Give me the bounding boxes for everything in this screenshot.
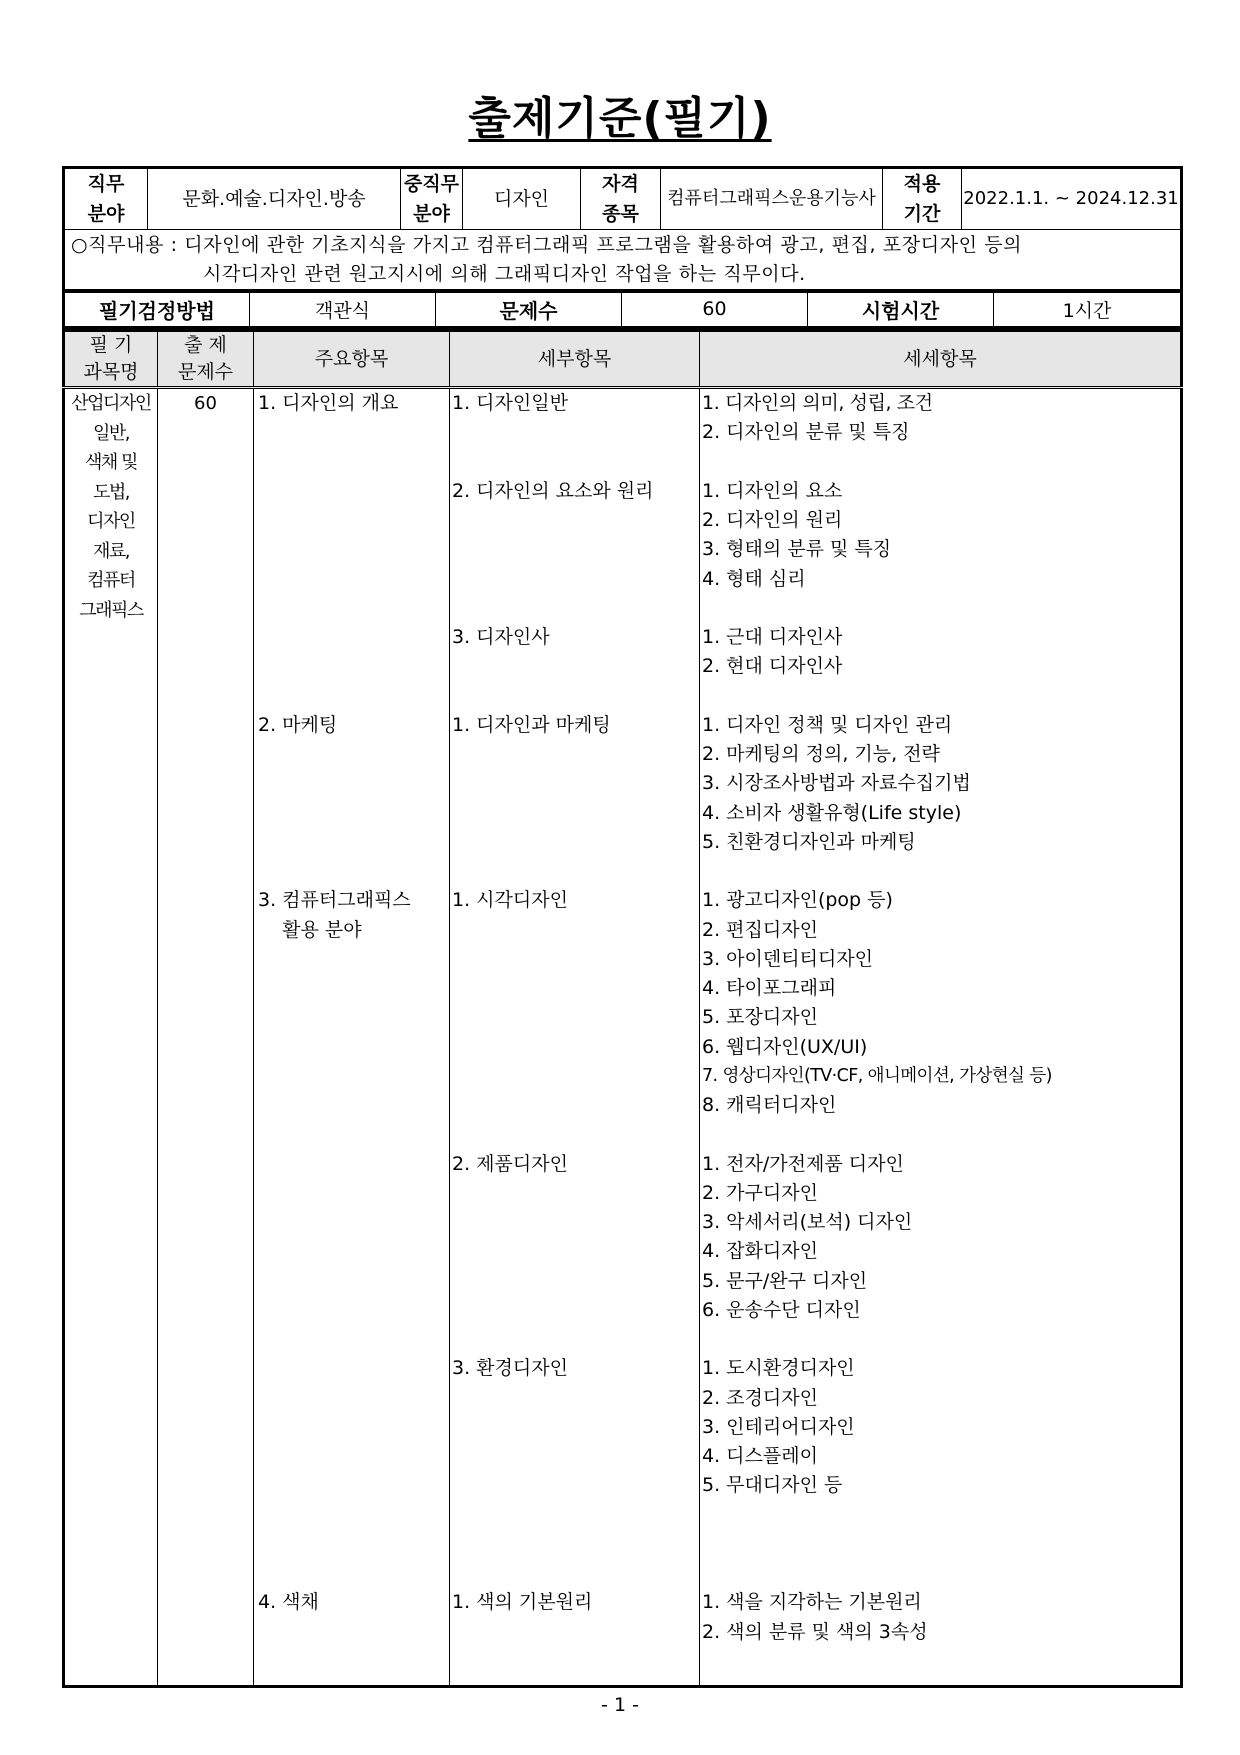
subject-line: 색채 및 xyxy=(85,452,137,473)
sub-item: 1. 디자인과 마케팅 xyxy=(452,713,611,736)
detail-item: 3. 인테리어디자인 xyxy=(702,1415,855,1438)
job-description-line-1: ○직무내용 : 디자인에 관한 기초지식을 가지고 컴퓨터그래픽 프로그램을 활용하여 광고, 편집, 포장디자인 등의 xyxy=(71,234,1023,256)
detail-item: 1. 디자인의 의미, 성립, 조건 xyxy=(702,392,933,414)
main-item-cell xyxy=(254,388,450,1687)
syllabus-table xyxy=(62,329,1183,1688)
syllabus-header-row xyxy=(64,331,1182,388)
detail-item-cell xyxy=(700,388,1182,1687)
main-item: 활용 분야 xyxy=(258,918,362,941)
header-detail-item: 세세항목 xyxy=(700,331,1182,388)
subject-line: 컴퓨터 xyxy=(87,570,135,591)
subject-line: 디자인 xyxy=(87,511,135,532)
main-item: 2. 마케팅 xyxy=(258,713,338,736)
detail-item: 3. 악세서리(보석) 디자인 xyxy=(702,1211,913,1233)
header-main-item: 주요항목 xyxy=(254,331,450,388)
sub-job-value: 디자인 xyxy=(463,168,581,230)
sub-item: 1. 시각디자인 xyxy=(452,889,568,912)
detail-item: 4. 잡화디자인 xyxy=(702,1240,818,1263)
detail-item: 5. 문구/완구 디자인 xyxy=(702,1269,868,1292)
exam-time-value: 1시간 xyxy=(994,291,1182,328)
detail-item: 5. 친환경디자인과 마케팅 xyxy=(702,830,916,853)
subject-cell xyxy=(64,388,158,1687)
period-value: 2022.1.1. ~ 2024.12.31 xyxy=(962,168,1182,230)
detail-item: 2. 편집디자인 xyxy=(702,918,818,941)
detail-item: 1. 전자/가전제품 디자인 xyxy=(702,1152,904,1175)
question-count-cell xyxy=(158,388,254,1687)
subject-line: 그래픽스 xyxy=(79,599,143,621)
detail-item: 2. 색의 분류 및 색의 3속성 xyxy=(702,1620,928,1643)
job-description-line-2: 시각디자인 관련 원고지시에 의해 그래픽디자인 작업을 하는 직무이다. xyxy=(203,263,806,285)
period-label: 적용 기간 xyxy=(883,168,962,230)
detail-item: 2. 현대 디자인사 xyxy=(702,655,843,678)
sub-item: 2. 디자인의 요소와 원리 xyxy=(452,479,654,502)
job-description xyxy=(64,230,1182,292)
subject-line: 도법, xyxy=(93,481,129,503)
exam-method-table xyxy=(62,289,1183,329)
detail-item: 2. 가구디자인 xyxy=(702,1181,818,1204)
syllabus-body-row xyxy=(64,388,1182,1687)
sub-item: 3. 환경디자인 xyxy=(452,1357,568,1380)
question-count-value: 60 xyxy=(622,291,808,328)
detail-item: 4. 디스플레이 xyxy=(702,1445,818,1467)
detail-item: 1. 디자인 정책 및 디자인 관리 xyxy=(702,713,953,736)
detail-item: 2. 디자인의 분류 및 특징 xyxy=(702,421,910,444)
main-item: 3. 컴퓨터그래픽스 xyxy=(258,889,411,912)
detail-item: 6. 웹디자인(UX/UI) xyxy=(702,1035,868,1058)
qualification-label: 자격 종목 xyxy=(581,168,661,230)
sub-item: 1. 색의 기본원리 xyxy=(452,1591,593,1614)
main-item: 1. 디자인의 개요 xyxy=(258,392,399,414)
detail-item: 6. 운송수단 디자인 xyxy=(702,1298,861,1321)
method-label: 필기검정방법 xyxy=(64,291,250,328)
detail-item: 3. 아이덴티티디자인 xyxy=(702,947,873,970)
exam-info-table xyxy=(62,166,1183,293)
detail-item: 2. 디자인의 원리 xyxy=(702,509,843,531)
detail-item: 5. 무대디자인 등 xyxy=(702,1474,843,1497)
qualification-value: 컴퓨터그래픽스운용기능사 xyxy=(661,168,883,230)
sub-item: 1. 디자인일반 xyxy=(452,392,568,414)
detail-item: 3. 형태의 분류 및 특징 xyxy=(702,538,892,561)
job-field-label: 직무 분야 xyxy=(64,168,148,230)
question-count: 60 xyxy=(194,393,217,414)
main-item: 4. 색채 xyxy=(258,1591,319,1614)
method-value: 객관식 xyxy=(250,291,436,328)
detail-item: 8. 캐릭터디자인 xyxy=(702,1094,837,1116)
exam-time-label: 시험시간 xyxy=(808,291,994,328)
sub-item: 3. 디자인사 xyxy=(452,626,550,648)
sub-item-cell xyxy=(450,388,700,1687)
subject-line: 일반, xyxy=(93,422,129,444)
subject-line: 산업디자인 xyxy=(71,393,151,414)
subject-line: 재료, xyxy=(93,540,129,562)
job-field-value: 문화.예술.디자인.방송 xyxy=(148,168,401,230)
sub-job-label: 중직무 분야 xyxy=(401,168,463,230)
detail-item: 4. 타이포그래피 xyxy=(702,977,837,999)
page-number: - 1 - xyxy=(601,1694,639,1716)
header-subject: 필 기 과목명 xyxy=(64,331,158,388)
question-count-label: 문제수 xyxy=(436,291,622,328)
detail-item: 2. 조경디자인 xyxy=(702,1386,818,1409)
detail-item: 1. 근대 디자인사 xyxy=(702,626,843,648)
detail-item: 7. 영상디자인(TV·CF, 애니메이션, 가상현실 등) xyxy=(702,1065,1052,1086)
detail-item: 1. 색을 지각하는 기본원리 xyxy=(702,1591,922,1614)
page-title xyxy=(0,82,1240,146)
detail-item: 1. 디자인의 요소 xyxy=(702,479,843,502)
detail-item: 5. 포장디자인 xyxy=(702,1006,818,1029)
detail-item: 4. 소비자 생활유형(Life style) xyxy=(702,801,962,824)
detail-item: 2. 마케팅의 정의, 기능, 전략 xyxy=(702,743,940,765)
sub-item: 2. 제품디자인 xyxy=(452,1152,568,1175)
detail-item: 1. 광고디자인(pop 등) xyxy=(702,889,893,912)
header-sub-item: 세부항목 xyxy=(450,331,700,388)
detail-item: 4. 형태 심리 xyxy=(702,567,806,590)
detail-item: 3. 시장조사방법과 자료수집기법 xyxy=(702,772,971,795)
detail-item: 1. 도시환경디자인 xyxy=(702,1357,855,1380)
page-title-text: 출제기준(필기) xyxy=(468,93,772,144)
header-question-count: 출 제 문제수 xyxy=(158,331,254,388)
